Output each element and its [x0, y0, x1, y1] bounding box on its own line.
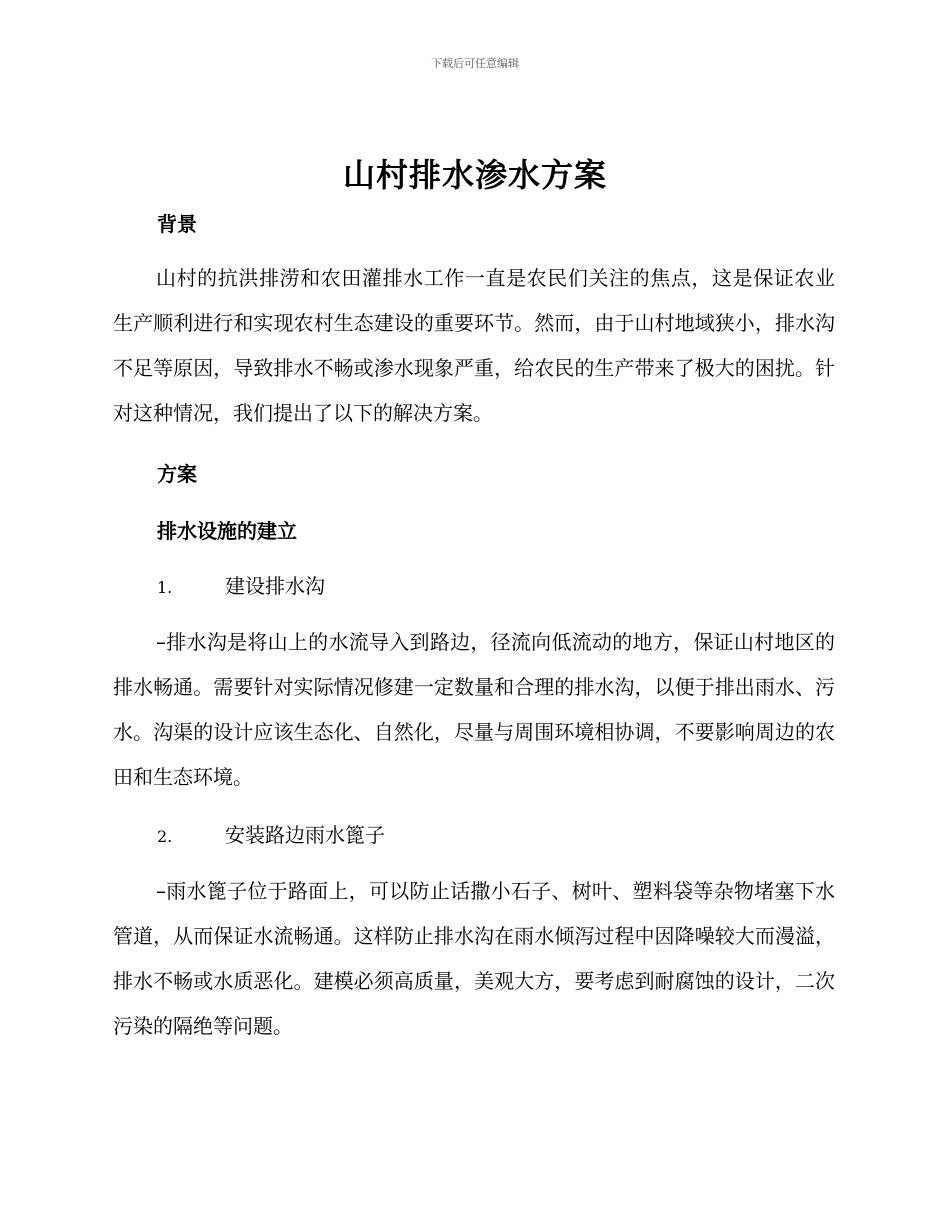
- header-note: 下载后可任意编辑: [431, 57, 519, 70]
- heading-plan: 方案: [157, 462, 197, 486]
- list-number: 2.: [157, 827, 173, 846]
- list-item-1: [157, 571, 325, 601]
- paragraph-item-2: –雨水篦子位于路面上，可以防止话撒小石子、树叶、塑料袋等杂物堵塞下水管道，从而保证水流畅通。这样防止排水沟在雨水倾泻过程中因降噪较大而漫溢，排水不畅或水质恶化。建模必须高质量，美观大方，要考虑到耐腐蚀的设计，二次污染的隔绝等问题。: [113, 879, 835, 1038]
- list-item-2: [157, 820, 385, 850]
- subheading-drainage-facilities: 排水设施的建立: [157, 519, 297, 543]
- paragraph-background: 山村的抗洪排涝和农田灌排水工作一直是农民们关注的焦点，这是保证农业生产顺利进行和实现农村生态建设的重要环节。然而，由于山村地域狭小，排水沟不足等原因，导致排水不畅或渗水现象严重，给农民的生产带来了极大的困扰。针对这种情况，我们提出了以下的解决方案。: [113, 266, 835, 425]
- list-label: 建设排水沟: [225, 574, 325, 598]
- heading-background: 背景: [157, 212, 197, 236]
- list-label: 安装路边雨水篦子: [225, 823, 385, 847]
- document-title: 山村排水渗水方案: [342, 156, 607, 194]
- list-number: 1.: [157, 578, 173, 597]
- paragraph-item-1: –排水沟是将山上的水流导入到路边，径流向低流动的地方，保证山村地区的排水畅通。需要针对实际情况修建一定数量和合理的排水沟，以便于排出雨水、污水。沟渠的设计应该生态化、自然化，尽量与周围环境相协调，不要影响周边的农田和生态环境。: [113, 630, 835, 789]
